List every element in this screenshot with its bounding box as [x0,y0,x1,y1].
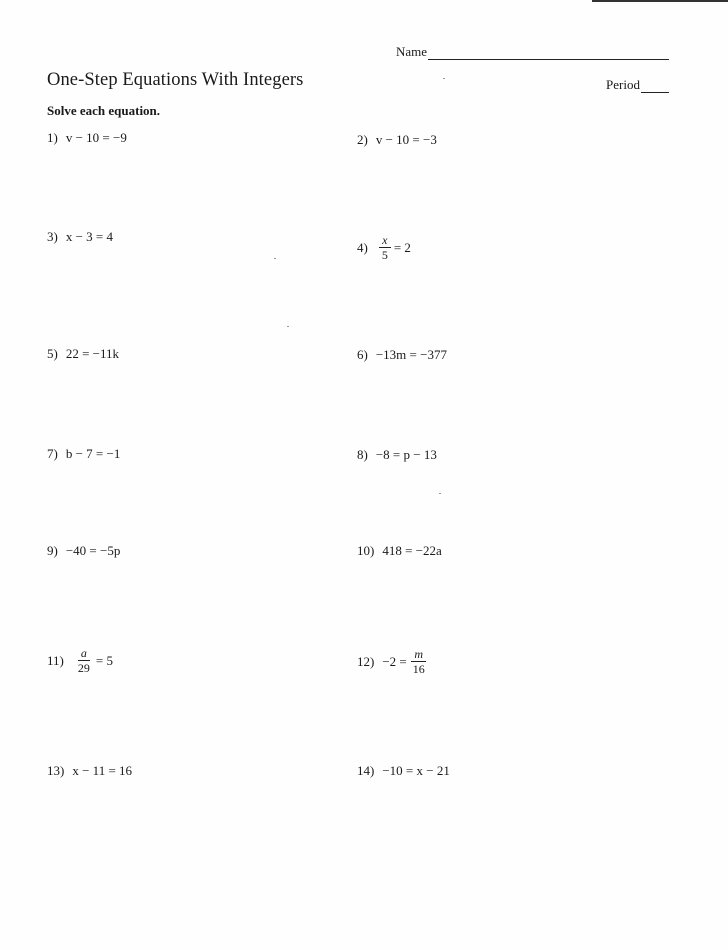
name-label: Name [396,44,428,59]
problem-number: 6) [357,347,368,362]
fraction [410,647,428,677]
problem-number: 11) [47,653,64,668]
equation: v − 10 = −9 [65,130,127,145]
equation-rest: = 5 [95,653,113,668]
problem-number: 13) [47,763,65,778]
scan-speck [443,78,445,79]
equation: v − 10 = −3 [375,132,437,147]
fraction [379,233,391,263]
problem-1 [47,130,127,146]
problem-number: 9) [47,543,58,558]
problem-14 [357,763,450,779]
problem-4 [357,233,411,263]
equation [72,646,113,676]
equation-lead: −2 = [382,654,407,669]
equation: −8 = p − 13 [375,447,437,462]
problem-13 [47,763,132,779]
worksheet-title: One-Step Equations With Integers [47,70,304,90]
problem-number: 2) [357,132,368,147]
problem-5 [47,346,119,362]
instructions: Solve each equation. [47,103,161,118]
fraction-numerator: x [379,233,390,248]
equation-rest: = 2 [393,240,411,255]
equation: b − 7 = −1 [65,446,121,461]
period-blank-line [641,78,669,93]
period-label: Period [606,77,640,92]
problem-number: 5) [47,346,58,361]
period-field [606,77,669,93]
equation: −13m = −377 [375,347,447,362]
problem-3 [47,229,113,245]
fraction-denominator: 16 [412,662,425,676]
problem-number: 14) [357,763,375,778]
fraction-denominator: 29 [77,661,90,675]
scan-speck [274,258,276,259]
equation [382,647,430,677]
problem-7 [47,446,120,462]
problem-2 [357,132,437,148]
problem-11 [47,646,113,676]
problem-6 [357,347,447,363]
problem-number: 1) [47,130,58,145]
equation: x − 3 = 4 [65,229,114,244]
equation: −40 = −5p [65,543,121,558]
scan-speck [287,326,289,327]
fraction-numerator: a [78,646,90,661]
equation: 22 = −11k [65,346,120,361]
problem-12 [357,647,431,677]
problem-number: 3) [47,229,58,244]
scan-edge-line [592,0,728,2]
fraction-denominator: 5 [381,248,388,262]
fraction-numerator: m [411,647,426,662]
name-blank-line [428,45,669,60]
name-field [396,44,669,60]
problem-number: 4) [357,240,368,255]
problem-10 [357,543,442,559]
fraction [75,646,93,676]
equation: −10 = x − 21 [382,763,450,778]
problem-number: 7) [47,446,58,461]
equation: 418 = −22a [382,543,442,558]
problem-9 [47,543,120,559]
scan-speck [439,493,441,494]
equation [376,233,411,263]
problem-number: 10) [357,543,375,558]
equation: x − 11 = 16 [72,763,133,778]
problem-8 [357,447,437,463]
problem-number: 8) [357,447,368,462]
problem-number: 12) [357,654,375,669]
